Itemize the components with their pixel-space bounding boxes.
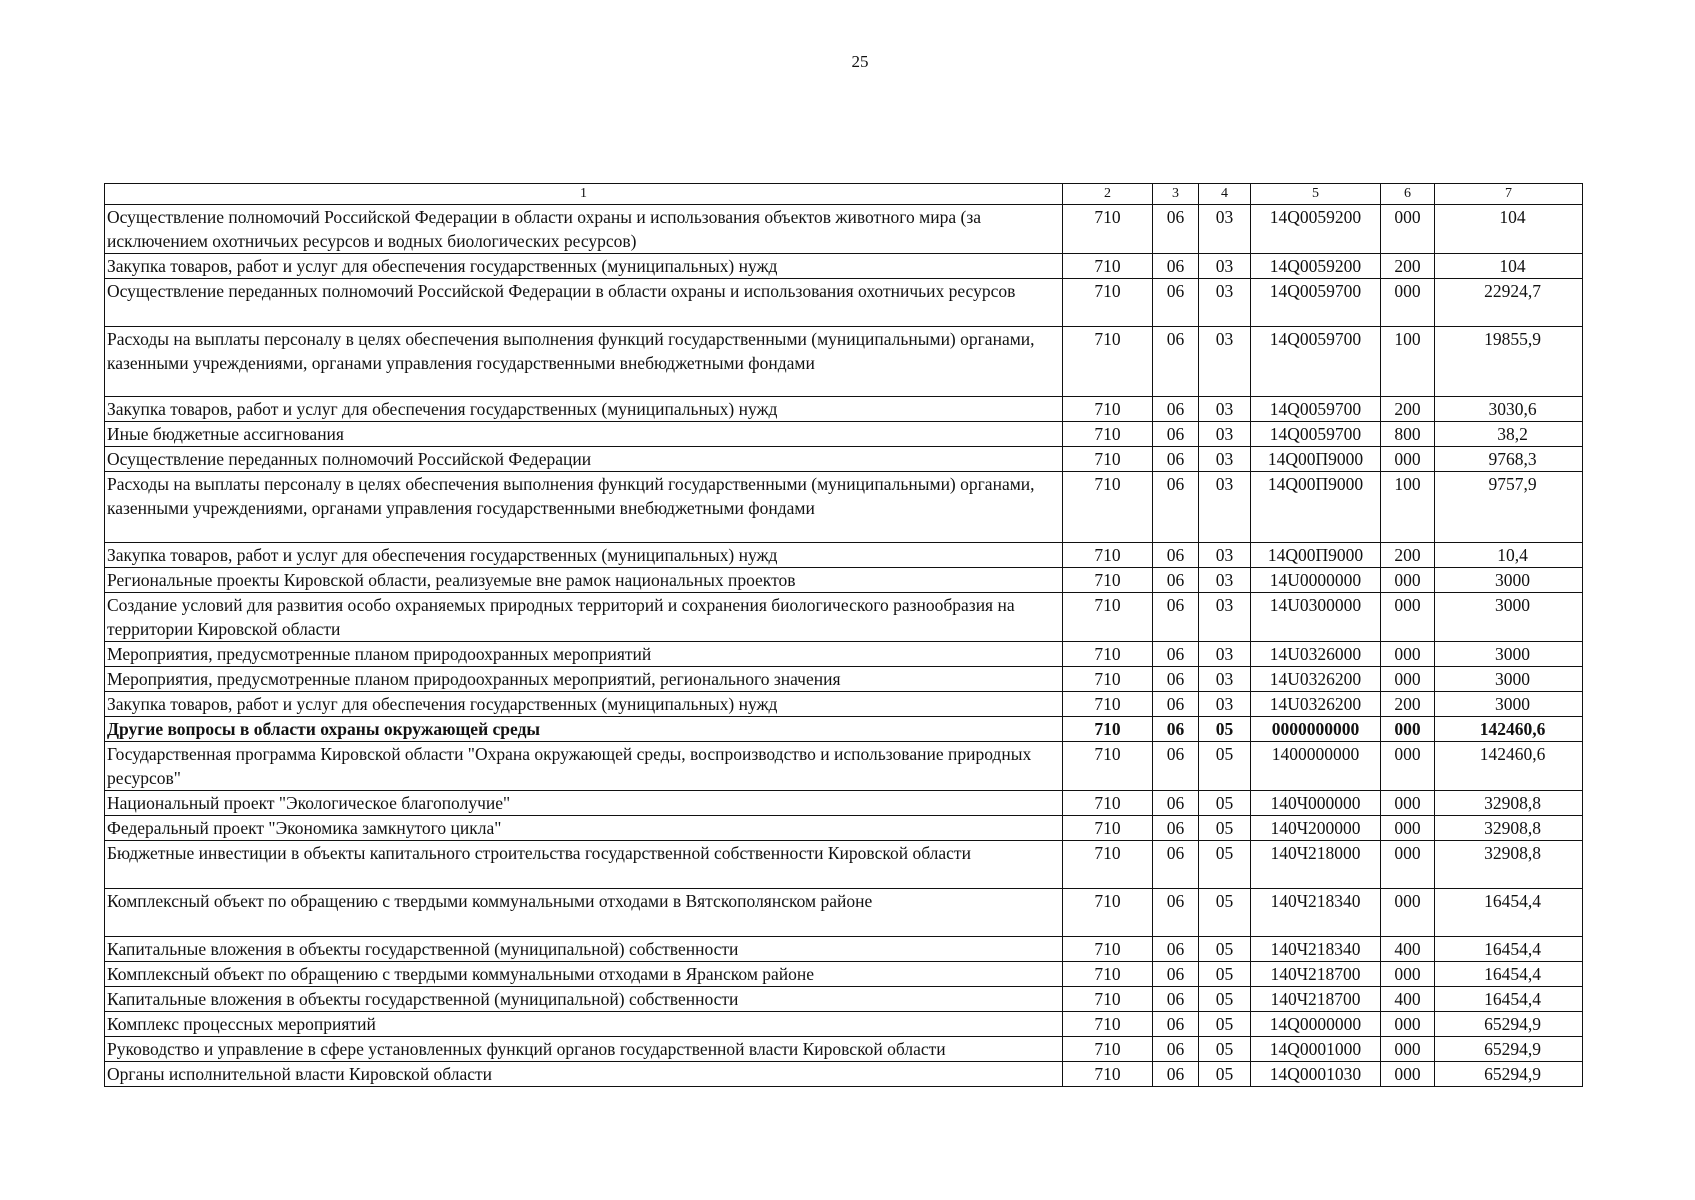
target-article-cell: 1400000000 (1251, 742, 1381, 791)
section-code-cell: 06 (1153, 254, 1199, 279)
row-description-cell: Органы исполнительной власти Кировской области (105, 1061, 1063, 1086)
expense-type-cell: 000 (1381, 568, 1435, 593)
grbs-code-cell: 710 (1063, 717, 1153, 742)
subsection-code-cell: 03 (1199, 543, 1251, 568)
section-code-cell: 06 (1153, 888, 1199, 936)
row-description-cell: Капитальные вложения в объекты государственной (муниципальной) собственности (105, 936, 1063, 961)
subsection-code-cell: 03 (1199, 642, 1251, 667)
expense-type-cell: 000 (1381, 1011, 1435, 1036)
table-row (105, 1011, 1583, 1036)
target-article-cell: 140Ч218340 (1251, 936, 1381, 961)
grbs-code-cell: 710 (1063, 1036, 1153, 1061)
table-row (105, 447, 1583, 472)
grbs-code-cell: 710 (1063, 936, 1153, 961)
section-code-cell: 06 (1153, 447, 1199, 472)
table-row (105, 472, 1583, 543)
grbs-code-cell: 710 (1063, 816, 1153, 841)
grbs-code-cell: 710 (1063, 642, 1153, 667)
target-article-cell: 14U0326200 (1251, 667, 1381, 692)
grbs-code-cell: 710 (1063, 422, 1153, 447)
expense-type-cell: 200 (1381, 543, 1435, 568)
subsection-code-cell: 03 (1199, 692, 1251, 717)
section-code-cell: 06 (1153, 936, 1199, 961)
row-description-cell: Закупка товаров, работ и услуг для обеспечения государственных (муниципальных) нужд (105, 397, 1063, 422)
column-header: 3 (1153, 184, 1199, 205)
row-description-cell: Осуществление переданных полномочий Российской Федерации (105, 447, 1063, 472)
expense-type-cell: 100 (1381, 472, 1435, 543)
section-code-cell: 06 (1153, 791, 1199, 816)
expense-type-cell: 100 (1381, 326, 1435, 397)
target-article-cell: 140Ч218700 (1251, 961, 1381, 986)
grbs-code-cell: 710 (1063, 986, 1153, 1011)
expense-type-cell: 200 (1381, 397, 1435, 422)
section-code-cell: 06 (1153, 742, 1199, 791)
grbs-code-cell: 710 (1063, 254, 1153, 279)
expense-type-cell: 000 (1381, 667, 1435, 692)
table-row (105, 397, 1583, 422)
amount-cell: 16454,4 (1435, 961, 1583, 986)
table-row (105, 791, 1583, 816)
subsection-code-cell: 05 (1199, 1011, 1251, 1036)
amount-cell: 19855,9 (1435, 326, 1583, 397)
amount-cell: 3030,6 (1435, 397, 1583, 422)
grbs-code-cell: 710 (1063, 326, 1153, 397)
subsection-code-cell: 03 (1199, 397, 1251, 422)
subsection-code-cell: 03 (1199, 568, 1251, 593)
target-article-cell: 14Q0059700 (1251, 279, 1381, 327)
section-code-cell: 06 (1153, 841, 1199, 889)
amount-cell: 32908,8 (1435, 791, 1583, 816)
table-body (105, 205, 1583, 1087)
target-article-cell: 14U0000000 (1251, 568, 1381, 593)
target-article-cell: 14Q00П9000 (1251, 472, 1381, 543)
target-article-cell: 14Q0059200 (1251, 254, 1381, 279)
table-row (105, 1036, 1583, 1061)
subsection-code-cell: 03 (1199, 254, 1251, 279)
table-row (105, 888, 1583, 936)
section-code-cell: 06 (1153, 326, 1199, 397)
target-article-cell: 140Ч218340 (1251, 888, 1381, 936)
section-code-cell: 06 (1153, 642, 1199, 667)
row-description-cell: Национальный проект "Экологическое благополучие" (105, 791, 1063, 816)
row-description-cell: Федеральный проект "Экономика замкнутого цикла" (105, 816, 1063, 841)
subsection-code-cell: 05 (1199, 1036, 1251, 1061)
row-description-cell: Руководство и управление в сфере установленных функций органов государственной власти Кировской области (105, 1036, 1063, 1061)
grbs-code-cell: 710 (1063, 961, 1153, 986)
amount-cell: 104 (1435, 205, 1583, 254)
table-row (105, 717, 1583, 742)
target-article-cell: 14Q0001000 (1251, 1036, 1381, 1061)
amount-cell: 3000 (1435, 667, 1583, 692)
subsection-code-cell: 05 (1199, 936, 1251, 961)
grbs-code-cell: 710 (1063, 397, 1153, 422)
amount-cell: 10,4 (1435, 543, 1583, 568)
table-row (105, 692, 1583, 717)
table-row (105, 961, 1583, 986)
table-row (105, 568, 1583, 593)
budget-table (104, 183, 1583, 1087)
section-code-cell: 06 (1153, 667, 1199, 692)
amount-cell: 65294,9 (1435, 1061, 1583, 1086)
table-row (105, 1061, 1583, 1086)
row-description-cell: Осуществление полномочий Российской Федерации в области охраны и использования объектов животного мира (за исключением охотничьих ресурсов и водных биологических ресурсов) (105, 205, 1063, 254)
section-code-cell: 06 (1153, 205, 1199, 254)
subsection-code-cell: 03 (1199, 667, 1251, 692)
row-description-cell: Иные бюджетные ассигнования (105, 422, 1063, 447)
expense-type-cell: 000 (1381, 642, 1435, 667)
row-description-cell: Государственная программа Кировской области "Охрана окружающей среды, воспроизводство и использование природных ресурсов" (105, 742, 1063, 791)
table-row (105, 936, 1583, 961)
subsection-code-cell: 03 (1199, 326, 1251, 397)
table-row (105, 667, 1583, 692)
expense-type-cell: 000 (1381, 447, 1435, 472)
row-description-cell: Мероприятия, предусмотренные планом природоохранных мероприятий (105, 642, 1063, 667)
amount-cell: 9768,3 (1435, 447, 1583, 472)
table-row (105, 816, 1583, 841)
expense-type-cell: 000 (1381, 279, 1435, 327)
grbs-code-cell: 710 (1063, 692, 1153, 717)
expense-type-cell: 200 (1381, 254, 1435, 279)
grbs-code-cell: 710 (1063, 543, 1153, 568)
section-code-cell: 06 (1153, 279, 1199, 327)
grbs-code-cell: 710 (1063, 593, 1153, 642)
row-description-cell: Бюджетные инвестиции в объекты капитального строительства государственной собственности Кировской области (105, 841, 1063, 889)
column-header: 7 (1435, 184, 1583, 205)
subsection-code-cell: 05 (1199, 717, 1251, 742)
amount-cell: 38,2 (1435, 422, 1583, 447)
amount-cell: 32908,8 (1435, 816, 1583, 841)
row-description-cell: Осуществление переданных полномочий Российской Федерации в области охраны и использования охотничьих ресурсов (105, 279, 1063, 327)
section-code-cell: 06 (1153, 543, 1199, 568)
column-header: 2 (1063, 184, 1153, 205)
target-article-cell: 14Q0059700 (1251, 326, 1381, 397)
subsection-code-cell: 05 (1199, 841, 1251, 889)
column-header: 6 (1381, 184, 1435, 205)
section-code-cell: 06 (1153, 1036, 1199, 1061)
expense-type-cell: 800 (1381, 422, 1435, 447)
row-description-cell: Региональные проекты Кировской области, реализуемые вне рамок национальных проектов (105, 568, 1063, 593)
grbs-code-cell: 710 (1063, 1061, 1153, 1086)
row-description-cell: Комплексный объект по обращению с твердыми коммунальными отходами в Яранском районе (105, 961, 1063, 986)
section-code-cell: 06 (1153, 986, 1199, 1011)
table-row (105, 326, 1583, 397)
row-description-cell: Мероприятия, предусмотренные планом природоохранных мероприятий, регионального значения (105, 667, 1063, 692)
section-code-cell: 06 (1153, 422, 1199, 447)
amount-cell: 65294,9 (1435, 1036, 1583, 1061)
expense-type-cell: 000 (1381, 961, 1435, 986)
amount-cell: 32908,8 (1435, 841, 1583, 889)
amount-cell: 3000 (1435, 593, 1583, 642)
section-code-cell: 06 (1153, 472, 1199, 543)
subsection-code-cell: 03 (1199, 472, 1251, 543)
expense-type-cell: 000 (1381, 888, 1435, 936)
table-row (105, 593, 1583, 642)
expense-type-cell: 000 (1381, 742, 1435, 791)
section-code-cell: 06 (1153, 1061, 1199, 1086)
expense-type-cell: 000 (1381, 205, 1435, 254)
table-row (105, 422, 1583, 447)
expense-type-cell: 000 (1381, 841, 1435, 889)
row-description-cell: Комплексный объект по обращению с твердыми коммунальными отходами в Вятскополянском районе (105, 888, 1063, 936)
subsection-code-cell: 05 (1199, 961, 1251, 986)
table-row (105, 986, 1583, 1011)
subsection-code-cell: 05 (1199, 1061, 1251, 1086)
grbs-code-cell: 710 (1063, 888, 1153, 936)
expense-type-cell: 000 (1381, 593, 1435, 642)
expense-type-cell: 000 (1381, 1036, 1435, 1061)
section-code-cell: 06 (1153, 568, 1199, 593)
subsection-code-cell: 03 (1199, 593, 1251, 642)
target-article-cell: 140Ч200000 (1251, 816, 1381, 841)
expense-type-cell: 400 (1381, 986, 1435, 1011)
amount-cell: 3000 (1435, 692, 1583, 717)
table-row (105, 254, 1583, 279)
subsection-code-cell: 03 (1199, 447, 1251, 472)
grbs-code-cell: 710 (1063, 791, 1153, 816)
target-article-cell: 14Q0059700 (1251, 397, 1381, 422)
amount-cell: 65294,9 (1435, 1011, 1583, 1036)
section-code-cell: 06 (1153, 397, 1199, 422)
expense-type-cell: 000 (1381, 717, 1435, 742)
section-code-cell: 06 (1153, 717, 1199, 742)
table-row (105, 543, 1583, 568)
target-article-cell: 140Ч218000 (1251, 841, 1381, 889)
amount-cell: 9757,9 (1435, 472, 1583, 543)
amount-cell: 142460,6 (1435, 742, 1583, 791)
subsection-code-cell: 03 (1199, 422, 1251, 447)
expense-type-cell: 400 (1381, 936, 1435, 961)
amount-cell: 3000 (1435, 568, 1583, 593)
grbs-code-cell: 710 (1063, 205, 1153, 254)
target-article-cell: 14Q0059200 (1251, 205, 1381, 254)
target-article-cell: 14U0326000 (1251, 642, 1381, 667)
target-article-cell: 14Q0000000 (1251, 1011, 1381, 1036)
subsection-code-cell: 05 (1199, 888, 1251, 936)
target-article-cell: 14U0326200 (1251, 692, 1381, 717)
row-description-cell: Расходы на выплаты персоналу в целях обеспечения выполнения функций государственными (муниципальными) органами, казенными учреждениями, органами управления государственными внебюджетными фондами (105, 326, 1063, 397)
grbs-code-cell: 710 (1063, 472, 1153, 543)
section-code-cell: 06 (1153, 1011, 1199, 1036)
expense-type-cell: 000 (1381, 816, 1435, 841)
grbs-code-cell: 710 (1063, 568, 1153, 593)
column-header: 5 (1251, 184, 1381, 205)
target-article-cell: 140Ч218700 (1251, 986, 1381, 1011)
row-description-cell: Комплекс процессных мероприятий (105, 1011, 1063, 1036)
amount-cell: 16454,4 (1435, 986, 1583, 1011)
expense-type-cell: 000 (1381, 1061, 1435, 1086)
target-article-cell: 0000000000 (1251, 717, 1381, 742)
amount-cell: 16454,4 (1435, 888, 1583, 936)
amount-cell: 22924,7 (1435, 279, 1583, 327)
table-row (105, 841, 1583, 889)
expense-type-cell: 200 (1381, 692, 1435, 717)
amount-cell: 3000 (1435, 642, 1583, 667)
grbs-code-cell: 710 (1063, 742, 1153, 791)
section-code-cell: 06 (1153, 961, 1199, 986)
amount-cell: 142460,6 (1435, 717, 1583, 742)
row-description-cell: Закупка товаров, работ и услуг для обеспечения государственных (муниципальных) нужд (105, 254, 1063, 279)
grbs-code-cell: 710 (1063, 841, 1153, 889)
subsection-code-cell: 03 (1199, 279, 1251, 327)
column-header: 4 (1199, 184, 1251, 205)
table-row (105, 742, 1583, 791)
section-code-cell: 06 (1153, 692, 1199, 717)
target-article-cell: 14Q00П9000 (1251, 447, 1381, 472)
grbs-code-cell: 710 (1063, 667, 1153, 692)
subsection-code-cell: 05 (1199, 791, 1251, 816)
target-article-cell: 14Q00П9000 (1251, 543, 1381, 568)
page-number: 25 (851, 52, 869, 71)
grbs-code-cell: 710 (1063, 1011, 1153, 1036)
section-code-cell: 06 (1153, 593, 1199, 642)
table-row (105, 279, 1583, 327)
table-row (105, 205, 1583, 254)
target-article-cell: 14Q0001030 (1251, 1061, 1381, 1086)
subsection-code-cell: 05 (1199, 816, 1251, 841)
target-article-cell: 14U0300000 (1251, 593, 1381, 642)
row-description-cell: Капитальные вложения в объекты государственной (муниципальной) собственности (105, 986, 1063, 1011)
target-article-cell: 14Q0059700 (1251, 422, 1381, 447)
amount-cell: 104 (1435, 254, 1583, 279)
subsection-code-cell: 05 (1199, 986, 1251, 1011)
expense-type-cell: 000 (1381, 791, 1435, 816)
target-article-cell: 140Ч000000 (1251, 791, 1381, 816)
subsection-code-cell: 03 (1199, 205, 1251, 254)
grbs-code-cell: 710 (1063, 279, 1153, 327)
amount-cell: 16454,4 (1435, 936, 1583, 961)
row-description-cell: Закупка товаров, работ и услуг для обеспечения государственных (муниципальных) нужд (105, 692, 1063, 717)
row-description-cell: Создание условий для развития особо охраняемых природных территорий и сохранения биологического разнообразия на территории Кировской области (105, 593, 1063, 642)
row-description-cell: Расходы на выплаты персоналу в целях обеспечения выполнения функций государственными (муниципальными) органами, казенными учреждениями, органами управления государственными внебюджетными фондами (105, 472, 1063, 543)
grbs-code-cell: 710 (1063, 447, 1153, 472)
row-description-cell: Закупка товаров, работ и услуг для обеспечения государственных (муниципальных) нужд (105, 543, 1063, 568)
section-code-cell: 06 (1153, 816, 1199, 841)
row-description-cell: Другие вопросы в области охраны окружающей среды (105, 717, 1063, 742)
subsection-code-cell: 05 (1199, 742, 1251, 791)
table-header-row (105, 184, 1583, 205)
table-row (105, 642, 1583, 667)
column-header: 1 (105, 184, 1063, 205)
